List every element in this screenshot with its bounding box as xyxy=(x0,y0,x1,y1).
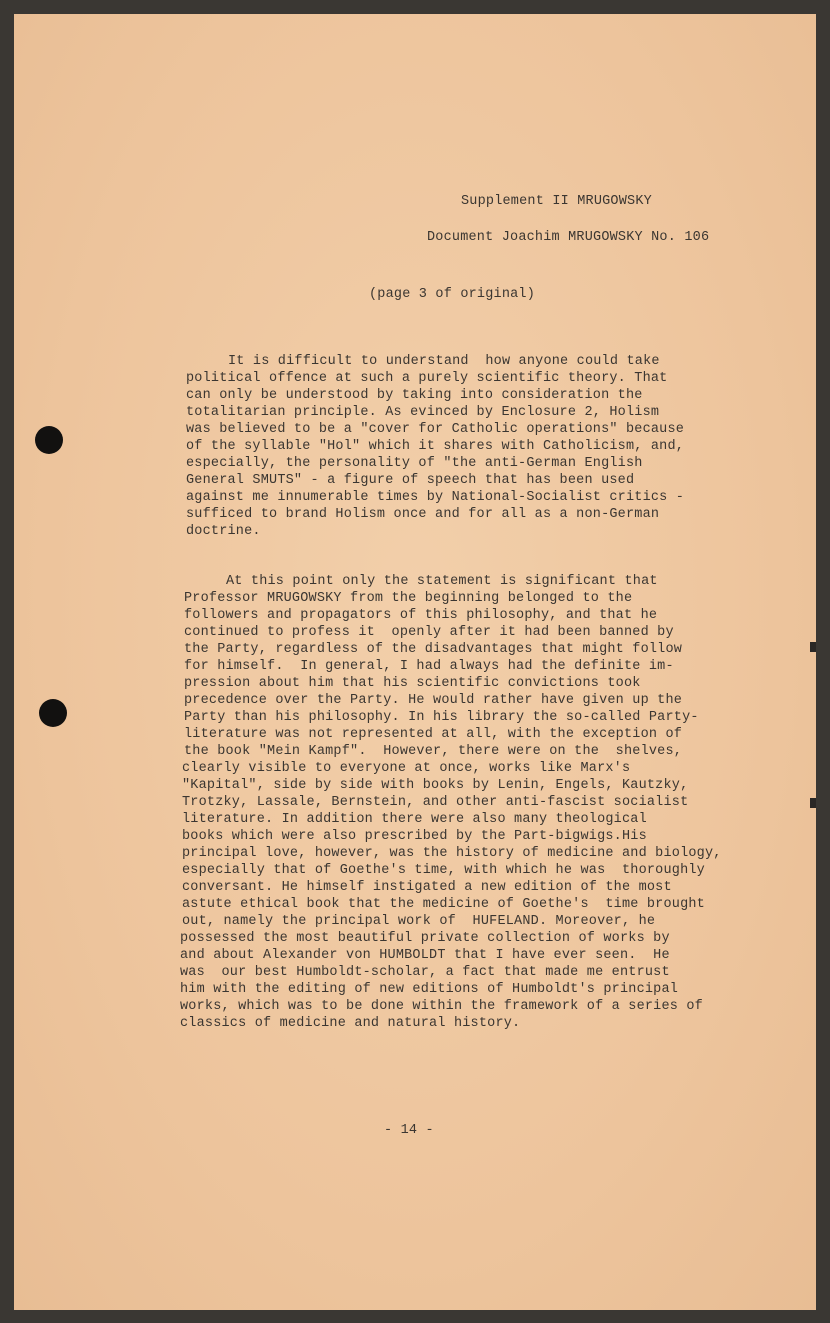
paragraph-line: of the syllable "Hol" which it shares with Catholicism, and, xyxy=(186,439,685,454)
page-note: (page 3 of original) xyxy=(369,287,536,302)
punch-hole xyxy=(39,699,67,727)
paragraph-line: astute ethical book that the medicine of Goethe's time brought xyxy=(182,897,705,912)
edge-mark xyxy=(810,798,816,808)
paragraph-line: precedence over the Party. He would rather have given up the xyxy=(184,693,683,708)
document-heading: Document Joachim MRUGOWSKY No. 106 xyxy=(427,230,710,245)
paragraph-line: General SMUTS" - a figure of speech that has been used xyxy=(186,473,635,488)
paragraph-line: out, namely the principal work of HUFELAND. Moreover, he xyxy=(182,914,656,929)
supplement-heading: Supplement II MRUGOWSKY xyxy=(461,194,652,209)
paragraph-line: was our best Humboldt-scholar, a fact that made me entrust xyxy=(180,965,670,980)
paragraph-line: books which were also prescribed by the Part-bigwigs.His xyxy=(182,829,647,844)
paragraph-line: conversant. He himself instigated a new edition of the most xyxy=(182,880,672,895)
paragraph-line: continued to profess it openly after it had been banned by xyxy=(184,625,674,640)
paragraph-line: doctrine. xyxy=(186,524,261,539)
paragraph-line: especially, the personality of "the anti-German English xyxy=(186,456,643,471)
paragraph-line: literature was not represented at all, with the exception of xyxy=(184,727,683,742)
paragraph-line: Party than his philosophy. In his library the so-called Party- xyxy=(184,710,699,725)
paragraph-line: and about Alexander von HUMBOLDT that I have ever seen. He xyxy=(180,948,670,963)
page-number: - 14 - xyxy=(384,1123,434,1138)
paragraph-line: sufficed to brand Holism once and for all as a non-German xyxy=(186,507,660,522)
paragraph-line: against me innumerable times by National-Socialist critics - xyxy=(186,490,685,505)
paragraph-line: It is difficult to understand how anyone could take xyxy=(228,354,660,369)
edge-mark xyxy=(810,642,816,652)
document-page xyxy=(14,14,816,1310)
paragraph-line: followers and propagators of this philosophy, and that he xyxy=(184,608,658,623)
paragraph-line: "Kapital", side by side with books by Lenin, Engels, Kautzky, xyxy=(182,778,689,793)
paragraph-line: for himself. In general, I had always had the definite im- xyxy=(184,659,674,674)
paragraph-line: literature. In addition there were also many theological xyxy=(182,812,647,827)
paragraph-line: works, which was to be done within the framework of a series of xyxy=(180,999,703,1014)
paragraph-line: possessed the most beautiful private collection of works by xyxy=(180,931,670,946)
paragraph-line: At this point only the statement is significant that xyxy=(226,574,658,589)
paragraph-line: political offence at such a purely scientific theory. That xyxy=(186,371,668,386)
paragraph-line: him with the editing of new editions of Humboldt's principal xyxy=(180,982,679,997)
paragraph-line: especially that of Goethe's time, with which he was thoroughly xyxy=(182,863,705,878)
paragraph-line: the Party, regardless of the disadvantages that might follow xyxy=(184,642,683,657)
paragraph-line: Professor MRUGOWSKY from the beginning belonged to the xyxy=(184,591,633,606)
paragraph-line: classics of medicine and natural history. xyxy=(180,1016,521,1031)
paragraph-line: Trotzky, Lassale, Bernstein, and other anti-fascist socialist xyxy=(182,795,689,810)
paragraph-line: principal love, however, was the history of medicine and biology, xyxy=(182,846,722,861)
paragraph-line: clearly visible to everyone at once, works like Marx's xyxy=(182,761,631,776)
paragraph-line: was believed to be a "cover for Catholic operations" because xyxy=(186,422,685,437)
paragraph-line: can only be understood by taking into consideration the xyxy=(186,388,643,403)
paragraph-line: pression about him that his scientific convictions took xyxy=(184,676,641,691)
paragraph-line: the book "Mein Kampf". However, there were on the shelves, xyxy=(184,744,683,759)
paragraph-line: totalitarian principle. As evinced by Enclosure 2, Holism xyxy=(186,405,660,420)
